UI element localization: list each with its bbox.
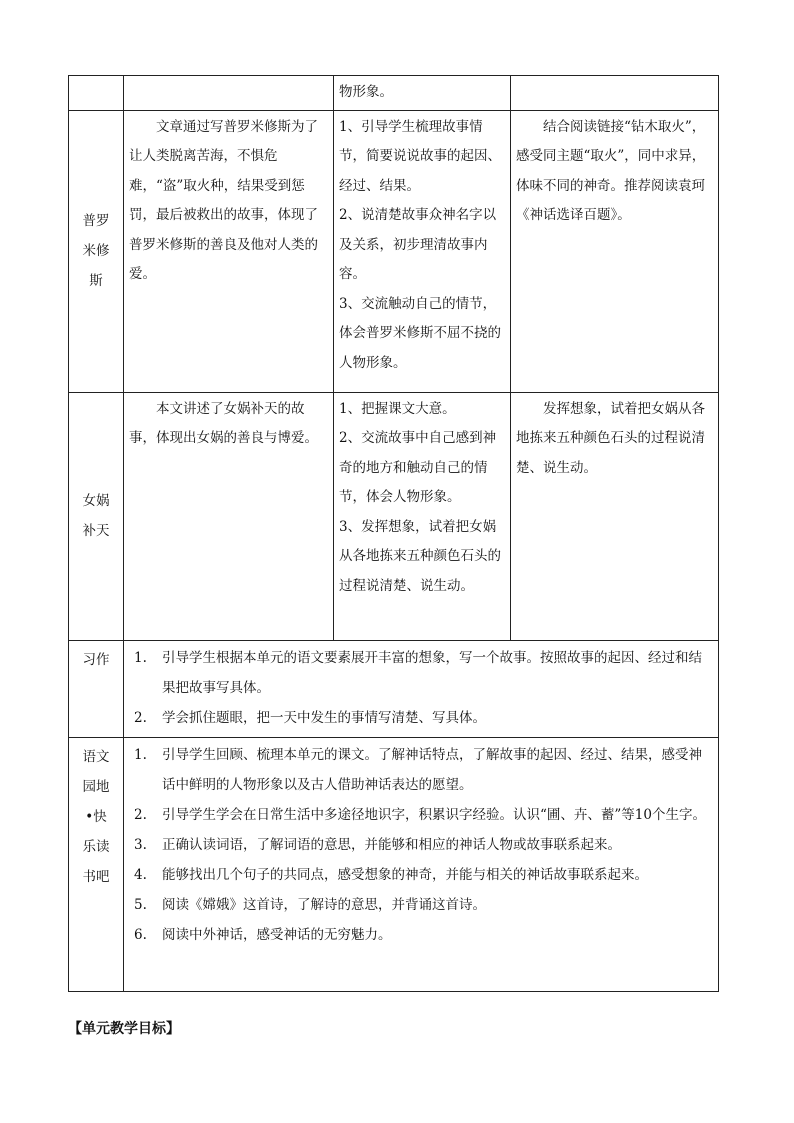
list-text: 引导学生根据本单元的语文要素展开丰富的想象，写一个故事。按照故事的起因、经过和结果把故事写具体。 [162,649,702,696]
list-item [134,920,710,950]
list-number: 6. [134,926,147,943]
garden-content-cell [124,737,719,991]
garden-title: 语文园地•快乐读书吧 [82,748,110,885]
goals-list-prometheus [334,111,510,381]
table-row [69,640,719,737]
lesson-title-cell [69,110,124,392]
list-number: 1. [134,746,147,763]
list-text: 阅读《嫦娥》这首诗，了解诗的意思，并背诵这首诗。 [162,896,486,913]
goals-cell [334,110,511,392]
list-item [134,830,710,860]
row0-goals-text: 物形象。 [339,84,393,100]
goal-item: 2、说清楚故事众神名字以及关系，初步理清故事内容。 [339,207,497,282]
activity-text-nvwa: 发挥想象，试着把女娲从各地拣来五种颜色石头的过程说清楚、说生动。 [516,400,705,476]
lesson-title-prometheus: 普罗米修斯 [82,213,110,289]
goal-item: 2、交流故事中自己感到神奇的地方和触动自己的情节，体会人物形象。 [339,430,497,505]
lesson-plan-table [68,75,719,992]
list-item [134,740,710,800]
list-number: 1. [134,649,147,666]
table-row [69,110,719,392]
list-item [134,800,710,830]
list-text: 引导学生回顾、梳理本单元的课文。了解神话特点，了解故事的起因、经过、结果，感受神话中鲜明的人物形象以及古人借助神话表达的愿望。 [162,746,702,793]
writing-content-cell [124,640,719,737]
list-item [134,890,710,920]
goals-list-nvwa [334,393,510,604]
row0-activity-cell [511,76,719,111]
table-row [69,737,719,991]
activity-cell [511,392,719,640]
summary-cell [124,392,334,640]
row0-title-cell [69,76,124,111]
goal-item: 1、把握课文大意。 [339,400,456,417]
list-text: 学会抓住题眼，把一天中发生的事情写清楚、写具体。 [162,709,486,726]
list-text: 正确认读词语，了解词语的意思，并能够和相应的神话人物或故事联系起来。 [162,836,621,853]
summary-text-prometheus: 文章通过写普罗米修斯为了让人类脱离苦海，不惧危难，“盗”取火种，结果受到惩罚，最后被救出的故事，体现了普罗米修斯的善良及他对人类的爱。 [129,118,318,282]
activity-cell [511,110,719,392]
writing-title: 习作 [82,651,110,668]
goals-cell [334,392,511,640]
list-number: 5. [134,896,147,913]
activity-text-prometheus: 结合阅读链接“钻木取火”，感受同主题“取火”，同中求异，体味不同的神奇。推荐阅读袁珂《神话选译百题》。 [516,118,706,223]
goal-item: 3、发挥想象，试着把女娲从各地拣来五种颜色石头的过程说清楚、说生动。 [339,518,501,594]
writing-title-cell [69,640,124,737]
row0-summary-cell [124,76,334,111]
goal-item: 1、引导学生梳理故事情节，简要说说故事的起因、经过、结果。 [339,118,501,194]
list-text: 引导学生学会在日常生活中多途径地识字，积累识字经验。认识“圃、卉、蓄”等10个生字。 [162,806,706,823]
list-item [134,703,710,733]
list-text: 能够找出几个句子的共同点，感受想象的神奇，并能与相关的神话故事联系起来。 [162,866,648,883]
summary-cell [124,110,334,392]
garden-title-cell [69,737,124,991]
writing-list [124,641,718,737]
table-row [69,76,719,111]
summary-text-nvwa: 本文讲述了女娲补天的故事，体现出女娲的善良与博爱。 [129,400,318,446]
lesson-title-cell [69,392,124,640]
list-item [134,643,710,703]
section-heading: 【单元教学目标】 [68,1021,180,1037]
row0-goals-cell [334,76,511,111]
list-number: 3. [134,836,147,853]
goal-item: 3、交流触动自己的情节，体会普罗米修斯不屈不挠的人物形象。 [339,295,501,371]
list-number: 2. [134,806,147,823]
table-row [69,392,719,640]
list-number: 2. [134,709,147,726]
list-text: 阅读中外神话，感受神话的无穷魅力。 [162,926,392,943]
list-item [134,860,710,890]
garden-list [124,738,718,954]
lesson-title-nvwa: 女娲补天 [82,493,110,539]
list-number: 4. [134,866,147,883]
